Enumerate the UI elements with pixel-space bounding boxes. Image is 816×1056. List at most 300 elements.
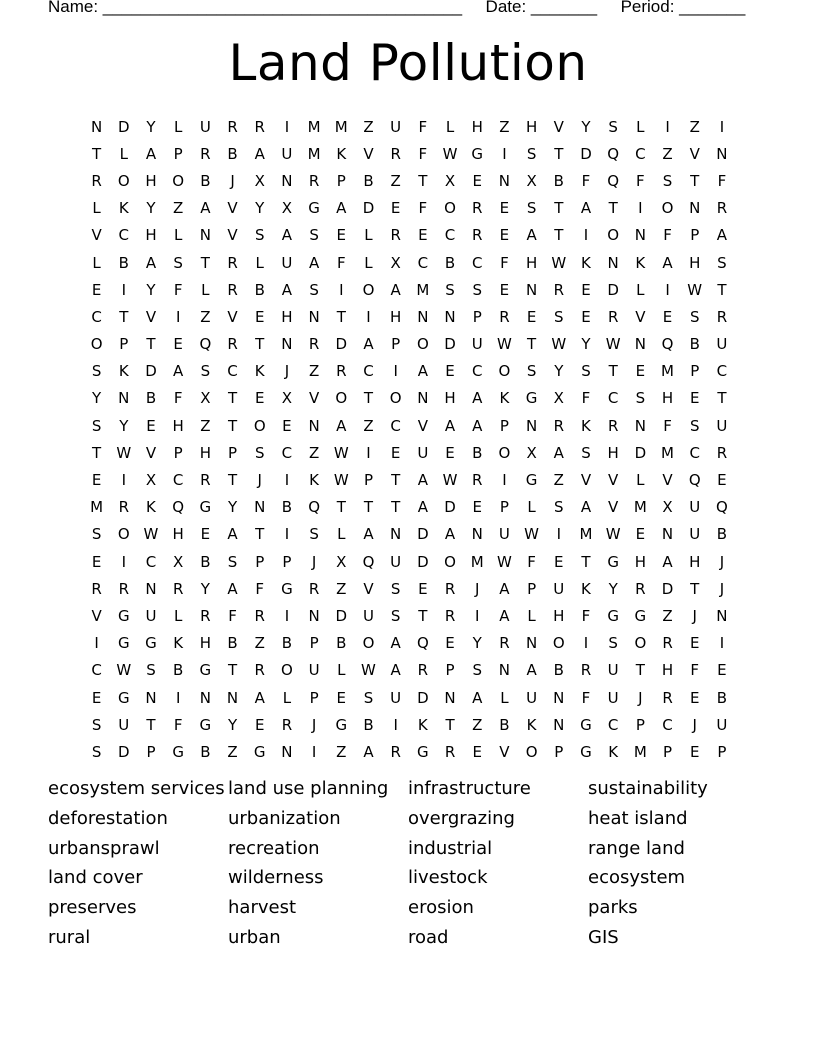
grid-letter: S	[472, 280, 482, 299]
grid-letter: U	[281, 144, 293, 163]
grid-letter: S	[309, 226, 319, 245]
grid-letter: C	[281, 443, 293, 462]
grid-letter: C	[607, 715, 619, 734]
grid-letter: X	[200, 389, 211, 408]
grid-letter: L	[201, 280, 210, 299]
grid-letter: A	[336, 416, 347, 435]
grid-letter: K	[146, 498, 156, 517]
grid-letter: A	[336, 199, 347, 218]
grid-letter: P	[690, 226, 700, 245]
grid-letter: S	[526, 199, 537, 218]
grid-letter: M	[334, 117, 348, 136]
grid-letter: W	[333, 471, 349, 490]
grid-letter: N	[525, 634, 538, 653]
word-list-item: ecosystem	[588, 867, 686, 889]
grid-letter: T	[227, 471, 238, 490]
grid-letter: L	[364, 226, 373, 245]
grid-letter: S	[554, 307, 564, 326]
grid-letter: P	[336, 171, 346, 190]
grid-letter: D	[118, 117, 130, 136]
grid-letter: I	[393, 715, 398, 734]
word-list-item: rural	[48, 926, 91, 948]
grid-letter: V	[553, 117, 564, 136]
grid-letter: I	[339, 280, 344, 299]
grid-letter: C	[607, 389, 619, 408]
grid-letter: H	[172, 416, 184, 435]
word-list-item: industrial	[408, 837, 493, 859]
grid-letter: L	[445, 117, 455, 136]
grid-letter: T	[690, 171, 700, 190]
grid-letter: J	[311, 715, 317, 734]
grid-letter: A	[716, 226, 728, 245]
grid-letter: A	[444, 416, 456, 435]
grid-letter: U	[689, 498, 701, 517]
grid-letter: G	[471, 144, 484, 163]
header-fields	[48, 0, 748, 17]
grid-letter: G	[117, 606, 130, 625]
grid-letter: D	[145, 362, 157, 381]
grid-letter: E	[173, 335, 183, 354]
grid-letter: I	[121, 552, 126, 571]
grid-letter: L	[282, 688, 292, 707]
grid-letter: N	[716, 606, 728, 625]
grid-letter: O	[117, 525, 130, 544]
grid-letter: Y	[119, 416, 129, 435]
grid-letter: R	[472, 199, 483, 218]
grid-letter: G	[634, 606, 647, 625]
word-list-item: recreation	[228, 837, 320, 859]
grid-letter: J	[638, 688, 643, 707]
grid-letter: H	[172, 525, 184, 544]
grid-letter: X	[145, 471, 157, 490]
grid-letter: V	[580, 471, 592, 490]
grid-letter: E	[717, 471, 727, 490]
grid-letter: A	[254, 144, 265, 163]
grid-letter: Y	[146, 199, 156, 218]
grid-letter: U	[689, 525, 701, 544]
grid-letter: C	[118, 226, 130, 245]
grid-letter: H	[553, 606, 565, 625]
grid-letter: S	[227, 552, 238, 571]
grid-letter: E	[635, 362, 646, 381]
grid-letter: I	[556, 525, 561, 544]
grid-letter: F	[500, 253, 509, 272]
grid-letter: E	[445, 634, 455, 653]
grid-letter: R	[254, 661, 265, 680]
grid-letter: L	[337, 525, 346, 544]
grid-letter: Q	[688, 471, 701, 490]
grid-letter: O	[416, 335, 429, 354]
grid-letter: P	[309, 688, 319, 707]
grid-letter: G	[117, 634, 130, 653]
grid-letter: R	[390, 144, 401, 163]
grid-letter: H	[689, 253, 701, 272]
grid-letter: N	[90, 117, 103, 136]
grid-letter: Y	[146, 117, 156, 136]
grid-letter: M	[579, 525, 593, 544]
grid-letter: R	[390, 742, 401, 761]
grid-letter: S	[581, 362, 591, 381]
grid-letter: R	[444, 579, 456, 598]
grid-letter: P	[173, 144, 183, 163]
grid-letter: N	[281, 742, 293, 761]
grid-letter: K	[118, 199, 129, 218]
grid-letter: R	[254, 117, 265, 136]
grid-letter: S	[689, 307, 700, 326]
word-list-item: land cover	[48, 867, 143, 889]
grid-letter: P	[228, 443, 238, 462]
word-list-item: harvest	[228, 897, 297, 919]
grid-letter: O	[444, 552, 456, 571]
word-list-item: range land	[588, 837, 685, 859]
grid-letter: H	[661, 389, 674, 408]
grid-letter: K	[581, 253, 591, 272]
grid-letter: Y	[581, 335, 591, 354]
grid-letter: C	[471, 362, 483, 381]
grid-letter: B	[118, 253, 129, 272]
word-list-item: parks	[588, 897, 638, 919]
grid-letter: Q	[607, 171, 620, 190]
grid-letter: I	[284, 525, 290, 544]
grid-letter: T	[227, 661, 238, 680]
grid-letter: F	[581, 606, 591, 625]
grid-letter: G	[172, 742, 184, 761]
grid-letter: K	[254, 362, 265, 381]
grid-letter: X	[281, 389, 293, 408]
grid-letter: R	[716, 307, 728, 326]
grid-letter: A	[173, 362, 184, 381]
grid-letter: S	[146, 661, 156, 680]
grid-letter: E	[472, 742, 482, 761]
grid-letter: S	[717, 253, 727, 272]
grid-letter: X	[254, 171, 265, 190]
grid-letter: A	[580, 199, 592, 218]
grid-letter: H	[689, 552, 701, 571]
grid-letter: Z	[173, 199, 184, 218]
grid-letter: U	[362, 606, 374, 625]
grid-letter: U	[390, 552, 402, 571]
grid-letter: M	[470, 552, 484, 571]
grid-letter: Q	[172, 498, 185, 517]
grid-letter: E	[581, 280, 591, 299]
grid-letter: B	[227, 634, 238, 653]
grid-letter: X	[390, 253, 401, 272]
grid-letter: A	[417, 362, 428, 381]
grid-letter: P	[635, 715, 645, 734]
grid-letter: Z	[390, 171, 401, 190]
grid-letter: F	[336, 253, 346, 272]
grid-letter: B	[553, 171, 564, 190]
grid-letter: N	[417, 307, 429, 326]
grid-letter: E	[91, 471, 102, 490]
grid-letter: R	[200, 606, 211, 625]
grid-letter: T	[227, 389, 238, 408]
grid-letter: E	[526, 307, 537, 326]
grid-letter: T	[717, 280, 727, 299]
grid-letter: U	[526, 688, 538, 707]
grid-letter: E	[445, 443, 455, 462]
grid-letter: Q	[416, 634, 429, 653]
grid-letter: N	[281, 335, 293, 354]
grid-letter: T	[635, 661, 645, 680]
grid-letter: U	[390, 688, 402, 707]
grid-letter: V	[662, 471, 673, 490]
grid-letter: G	[580, 715, 592, 734]
grid-letter: M	[90, 498, 104, 517]
grid-letter: L	[364, 253, 373, 272]
grid-letter: A	[363, 742, 374, 761]
grid-letter: E	[336, 226, 347, 245]
grid-letter: P	[690, 362, 700, 381]
grid-letter: H	[281, 307, 293, 326]
grid-letter: D	[335, 335, 348, 354]
grid-letter: J	[311, 552, 317, 571]
grid-letter: E	[418, 579, 428, 598]
grid-letter: R	[662, 634, 673, 653]
grid-letter: D	[444, 498, 456, 517]
grid-letter: E	[472, 498, 482, 517]
grid-letter: C	[227, 362, 238, 381]
grid-letter: U	[716, 416, 728, 435]
grid-letter: R	[444, 742, 456, 761]
grid-letter: P	[119, 335, 129, 354]
grid-letter: T	[418, 171, 428, 190]
grid-letter: S	[91, 525, 102, 544]
grid-letter: S	[390, 606, 401, 625]
grid-letter: B	[716, 688, 728, 707]
grid-letter: N	[661, 525, 674, 544]
grid-letter: O	[281, 661, 293, 680]
grid-letter: Y	[554, 362, 564, 381]
word-list	[48, 778, 768, 957]
grid-letter: N	[145, 579, 157, 598]
grid-letter: U	[390, 117, 402, 136]
grid-letter: F	[228, 606, 237, 625]
grid-letter: W	[143, 525, 159, 544]
grid-letter: E	[418, 226, 428, 245]
grid-letter: G	[145, 634, 157, 653]
grid-letter: D	[362, 199, 375, 218]
grid-letter: W	[442, 471, 458, 490]
letter-grid	[83, 113, 736, 766]
grid-letter: T	[391, 471, 401, 490]
grid-letter: U	[199, 117, 211, 136]
grid-letter: I	[583, 634, 589, 653]
grid-letter: S	[363, 688, 374, 707]
grid-letter: B	[173, 661, 184, 680]
grid-letter: F	[636, 171, 645, 190]
grid-letter: D	[335, 606, 348, 625]
grid-letter: T	[146, 335, 156, 354]
grid-letter: Z	[200, 416, 211, 435]
grid-letter: K	[608, 742, 619, 761]
grid-letter: U	[471, 335, 483, 354]
grid-letter: P	[499, 416, 509, 435]
grid-letter: H	[661, 661, 674, 680]
word-list-item: heat island	[588, 807, 688, 829]
grid-letter: R	[118, 498, 129, 517]
grid-letter: A	[363, 525, 374, 544]
grid-letter: T	[255, 335, 265, 354]
grid-letter: E	[91, 552, 102, 571]
grid-letter: I	[502, 144, 507, 163]
grid-letter: E	[91, 280, 102, 299]
word-list-item: land use planning	[228, 778, 389, 799]
grid-letter: C	[689, 443, 700, 462]
grid-letter: J	[719, 552, 725, 571]
grid-letter: U	[281, 253, 293, 272]
grid-letter: Z	[472, 715, 483, 734]
grid-letter: R	[200, 471, 211, 490]
grid-letter: L	[173, 226, 183, 245]
grid-letter: B	[281, 634, 293, 653]
grid-letter: D	[417, 525, 429, 544]
grid-letter: V	[227, 226, 238, 245]
grid-letter: F	[663, 416, 672, 435]
grid-letter: I	[366, 443, 371, 462]
word-list-item: livestock	[408, 867, 488, 889]
grid-letter: M	[307, 144, 321, 163]
grid-letter: I	[719, 117, 725, 136]
grid-letter: R	[716, 443, 728, 462]
grid-letter: V	[363, 144, 374, 163]
grid-letter: U	[607, 661, 619, 680]
grid-letter: E	[146, 416, 156, 435]
grid-letter: G	[335, 715, 348, 734]
grid-letter: M	[661, 362, 674, 381]
grid-letter: X	[526, 171, 537, 190]
grid-letter: I	[366, 307, 371, 326]
word-list-item: urbansprawl	[48, 837, 160, 859]
grid-letter: V	[608, 471, 619, 490]
grid-letter: S	[689, 416, 700, 435]
grid-letter: E	[581, 307, 591, 326]
grid-letter: R	[553, 416, 564, 435]
grid-letter: N	[308, 307, 320, 326]
grid-letter: B	[689, 335, 700, 354]
grid-letter: F	[173, 715, 183, 734]
grid-letter: E	[717, 661, 727, 680]
grid-letter: L	[92, 253, 101, 272]
grid-letter: V	[363, 579, 374, 598]
grid-letter: O	[335, 389, 348, 408]
grid-letter: A	[145, 144, 157, 163]
grid-letter: A	[145, 253, 157, 272]
grid-letter: V	[91, 606, 102, 625]
grid-letter: B	[200, 552, 211, 571]
grid-letter: P	[554, 742, 564, 761]
grid-letter: O	[362, 634, 375, 653]
grid-letter: T	[200, 253, 210, 272]
grid-letter: Y	[608, 579, 618, 598]
grid-letter: N	[498, 661, 511, 680]
grid-letter: R	[662, 688, 673, 707]
grid-letter: E	[254, 307, 265, 326]
grid-letter: E	[91, 688, 102, 707]
grid-letter: O	[525, 742, 538, 761]
grid-letter: T	[554, 226, 564, 245]
grid-letter: K	[336, 144, 347, 163]
grid-letter: N	[390, 525, 402, 544]
grid-letter: V	[227, 307, 238, 326]
grid-letter: U	[553, 579, 565, 598]
grid-letter: W	[524, 525, 540, 544]
grid-letter: N	[226, 688, 239, 707]
grid-letter: W	[496, 552, 512, 571]
grid-letter: C	[662, 715, 673, 734]
grid-letter: J	[257, 471, 262, 490]
grid-letter: P	[445, 661, 455, 680]
grid-letter: V	[499, 742, 510, 761]
grid-letter: P	[146, 742, 156, 761]
grid-letter: N	[716, 144, 728, 163]
word-list-item: infrastructure	[408, 778, 531, 799]
grid-letter: Y	[227, 498, 238, 517]
grid-letter: D	[634, 443, 647, 462]
grid-letter: L	[173, 117, 183, 136]
grid-letter: E	[254, 715, 265, 734]
grid-letter: A	[308, 253, 320, 272]
grid-letter: I	[311, 742, 317, 761]
grid-letter: R	[227, 335, 238, 354]
grid-letter: R	[580, 661, 592, 680]
grid-letter: A	[363, 335, 374, 354]
grid-letter: A	[227, 579, 238, 598]
grid-letter: P	[282, 552, 292, 571]
grid-letter: O	[607, 226, 620, 245]
grid-letter: S	[309, 280, 319, 299]
grid-letter: R	[472, 471, 483, 490]
grid-letter: X	[281, 199, 293, 218]
grid-letter: W	[496, 335, 512, 354]
grid-letter: Y	[200, 579, 210, 598]
grid-letter: V	[145, 443, 157, 462]
grid-letter: N	[199, 226, 211, 245]
grid-letter: C	[417, 253, 429, 272]
grid-letter: N	[308, 416, 320, 435]
grid-letter: I	[665, 117, 670, 136]
grid-letter: N	[417, 389, 429, 408]
grid-letter: Z	[363, 416, 374, 435]
grid-letter: L	[255, 253, 264, 272]
grid-letter: L	[500, 688, 509, 707]
grid-letter: D	[118, 742, 130, 761]
grid-letter: K	[581, 416, 591, 435]
grid-letter: Z	[662, 606, 673, 625]
grid-letter: A	[390, 661, 401, 680]
grid-letter: F	[527, 552, 536, 571]
grid-letter: N	[553, 715, 565, 734]
grid-letter: E	[282, 416, 292, 435]
grid-letter: R	[227, 280, 238, 299]
grid-letter: Z	[227, 742, 238, 761]
grid-letter: E	[635, 525, 646, 544]
grid-letter: P	[527, 579, 537, 598]
grid-letter: N	[444, 688, 456, 707]
grid-letter: A	[553, 443, 564, 462]
grid-letter: H	[471, 117, 483, 136]
grid-letter: R	[472, 226, 483, 245]
grid-letter: U	[118, 715, 130, 734]
grid-letter: A	[444, 525, 456, 544]
grid-letter: A	[227, 525, 238, 544]
grid-letter: B	[363, 171, 374, 190]
grid-letter: I	[638, 199, 643, 218]
grid-letter: D	[607, 280, 619, 299]
grid-letter: B	[200, 742, 211, 761]
grid-letter: M	[307, 117, 321, 136]
grid-letter: E	[499, 280, 510, 299]
